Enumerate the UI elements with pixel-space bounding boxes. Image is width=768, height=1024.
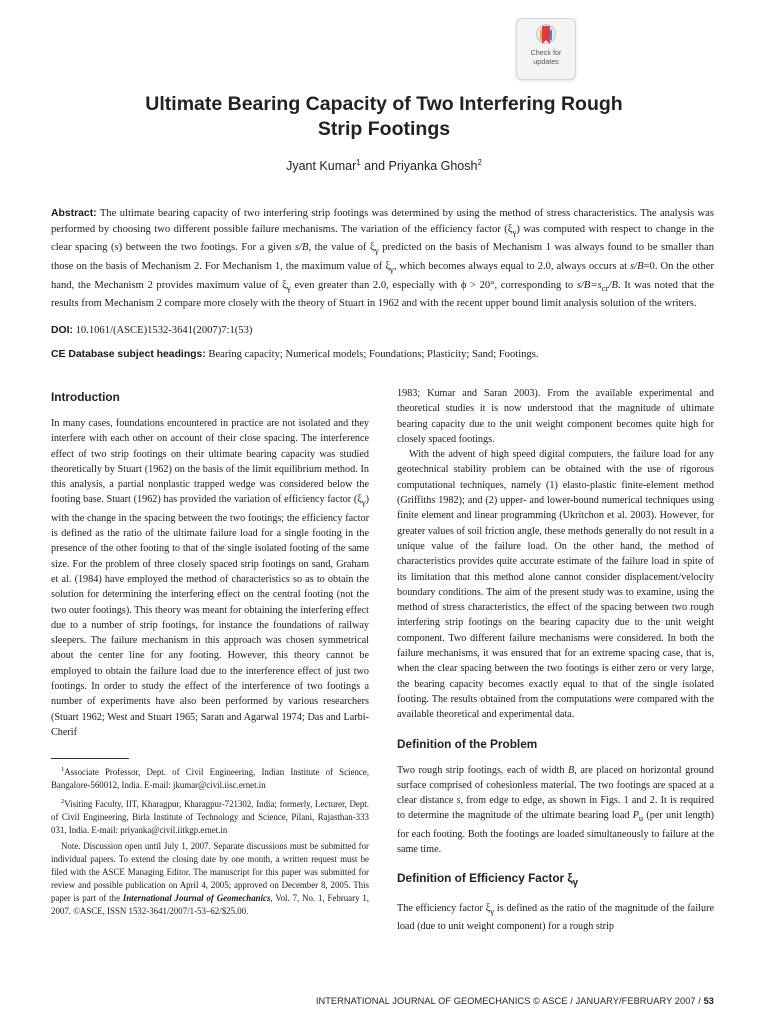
footnote-1-text: Associate Professor, Dept. of Civil Engineering, Indian Institute of Science, Bangalore-560012, India. E-mail: jkumar@civil.iisc.ernet.in bbox=[51, 766, 369, 790]
abstract-label: Abstract: bbox=[51, 208, 97, 219]
page-footer bbox=[316, 996, 714, 1006]
subject-headings-line bbox=[51, 347, 714, 363]
check-for-updates-badge[interactable] bbox=[516, 18, 576, 80]
abstract-text: , the value of ξ bbox=[308, 242, 375, 254]
section-heading-efficiency bbox=[397, 871, 714, 888]
subject-headings-label: CE Database subject headings: bbox=[51, 349, 206, 360]
gamma-subscript: γ bbox=[389, 264, 394, 275]
gamma-subscript: γ bbox=[512, 226, 517, 237]
doi-line bbox=[51, 323, 714, 339]
u-subscript: u bbox=[638, 813, 644, 824]
abstract-text: predicted on the basis of Mechanism 1 was always found to be smaller than those on the basis of Mechanism 2. For Mechanism 1, the maximum value of ξ bbox=[51, 242, 715, 272]
efficiency-text: The efficiency factor ξ bbox=[397, 902, 491, 914]
footnote-1-mark: 1 bbox=[61, 766, 65, 773]
note-text: Note. Discussion open until July 1, 2007. Separate discussions must be submitted for individual papers. To extend the closing date by one month, a written request must be filed with the ASCE Managing Editor. The manuscript for this paper was submitted for review and possible publication on April 4, 2005; approved on December 8, 2005. This paper is part of the bbox=[51, 841, 369, 904]
efficiency-heading-text: Definition of Efficiency Factor ξ bbox=[397, 871, 573, 886]
symbol-s-over-b-equals: s/B=s bbox=[576, 279, 602, 291]
symbol-s-over-b: s/B bbox=[294, 242, 309, 254]
footnote-separator bbox=[51, 758, 129, 759]
symbol-s-over-b: s/B bbox=[630, 261, 644, 272]
doi-value[interactable]: 10.1061/(ASCE)1532-3641(2007)7:1(53) bbox=[72, 325, 253, 336]
problem-text: , are placed on horizontal ground surface comprised of cohesionless material. The two footings are spaced at a clear distance bbox=[397, 764, 714, 807]
abstract-text: ) was computed with respect to change in the clear spacing ( bbox=[51, 223, 714, 254]
footnote-2-mark: 2 bbox=[61, 797, 65, 805]
right-column bbox=[397, 386, 714, 934]
author-conjunction: and bbox=[360, 159, 389, 174]
submission-note bbox=[51, 840, 369, 917]
bookmark-ribbon-icon bbox=[535, 24, 557, 48]
efficiency-text: is defined as the ratio of the magnitude of the failure load (due to unit weight component) for a rough strip bbox=[397, 902, 714, 933]
left-column bbox=[51, 390, 369, 740]
author-1: Jyant Kumar bbox=[286, 159, 357, 174]
author-line bbox=[60, 158, 708, 173]
problem-text: , from edge to edge, as shown in Figs. 1 and 2. It is required to determine the magnitude of the ultimate bearing load bbox=[397, 795, 714, 822]
intro-paragraph-2: With the advent of high speed digital computers, the failure load for any geotechnical stability problem can be obtained with the use of rigorous computational techniques, namely (1) elasto-plastic finite-element method (Griffiths 1982); and (2) upper- and lower-bound numerical techniques using finite element and linear programming (Ukritchon et al. 2003). However, for greater values of soil friction angle, these methods generally do not result in a unique value of the failure load. On the other hand, the method of characteristics provides quite accurate estimate of the failure load in spite of its limitation that this method alone cannot consider displacement/velocity boundary conditions. The aim of the present study was to examine, using the method of stress characteristics, the effect of the spacing between two rough interfering strip footings on the bearing capacity due to the unit weight component. Two different failure mechanisms were considered. In both the failure mechanisms, it was ensured that for an extreme spacing case, that is, when the clear spacing between the two footings is either zero or very large, the bearing capacity becomes exactly equal to that of the single isolated footing. The results obtained from the computations were compared with the available theoretical and experimental data. bbox=[397, 449, 714, 721]
author-2-affiliation-mark: 2 bbox=[477, 158, 482, 167]
gamma-subscript: γ bbox=[490, 905, 495, 916]
abstract-text: . It was noted that the results from Mechanism 2 compare more closely with the theory of Stuart in 1962 and with the recent upper bound limit analysis solution of the writers. bbox=[51, 279, 715, 310]
footnotes bbox=[51, 764, 369, 922]
note-text: , Vol. 7, No. 1, February 1, 2007. ©ASCE, ISSN 1532-3641/2007/1-53–62/$25.00. bbox=[51, 893, 370, 916]
doi-label: DOI: bbox=[51, 325, 73, 336]
abstract-text: , which becomes always equal to 2.0, always occurs at bbox=[393, 261, 631, 272]
gamma-subscript: γ bbox=[286, 282, 291, 293]
intro-paragraph-1 bbox=[51, 416, 369, 740]
abstract-text: even greater than 2.0, especially with ϕ > 20°, corresponding to bbox=[290, 279, 577, 291]
footnote-1 bbox=[51, 764, 369, 792]
symbol-s: s bbox=[114, 242, 119, 254]
cr-subscript: cr bbox=[601, 282, 609, 293]
problem-text: Two rough strip footings, each of width bbox=[397, 764, 569, 776]
footer-journal: INTERNATIONAL JOURNAL OF GEOMECHANICS © ASCE / JANUARY/FEBRUARY 2007 / bbox=[315, 996, 704, 1006]
symbol-s: s bbox=[456, 795, 461, 807]
problem-text: (per unit length) for each footing. Both the footings are loaded simultaneously to failure at the same time. bbox=[397, 810, 714, 856]
title-line-2: Strip Footings bbox=[317, 118, 451, 140]
gamma-subscript: γ bbox=[361, 497, 366, 508]
footnote-2 bbox=[51, 796, 369, 837]
gamma-subscript: γ bbox=[374, 245, 379, 256]
gamma-subscript: γ bbox=[572, 877, 579, 889]
abstract-text: =0. On the other hand, the Mechanism 2 provides maximum value of ξ bbox=[51, 261, 714, 291]
section-heading-introduction: Introduction bbox=[51, 390, 120, 404]
abstract bbox=[51, 206, 714, 312]
author-2: Priyanka Ghosh bbox=[388, 159, 478, 174]
intro-paragraph-1-continued: 1983; Kumar and Saran 2003). From the available experimental and theoretical studies it is now understood that the magnitude of ultimate bearing capacity due to the unit weight component becomes quite high for closely spaced footings. bbox=[397, 388, 714, 445]
footnote-2-text: Visiting Faculty, IIT, Kharagpur, Kharagpur-721302, India; formerly, Lecturer, Dept. of Civil Engineering, Birla Institute of Technology and Science, Pilani, Rajasthan-333 031, India. E-mail: priyanka@civil.iitkgp.ernet.in bbox=[51, 798, 369, 835]
author-1-affiliation-mark: 1 bbox=[356, 158, 361, 167]
symbol-b: B bbox=[568, 764, 575, 776]
title-line-1: Ultimate Bearing Capacity of Two Interfering Rough bbox=[145, 93, 623, 115]
intro-text: In many cases, foundations encountered in practice are not isolated and they interfere with each other on account of their close spacing. The interference effect of two strip footings on their ultimate bearing capacity was studied theoretically by Stuart (1962) on the basis of the limit equilibrium method. In this analysis, a partial nonplastic trapped wedge was considered below the footing base. Stuart (1962) has provided the variation of efficiency factor (ξ bbox=[51, 418, 369, 506]
paper-title bbox=[60, 92, 708, 142]
problem-paragraph bbox=[397, 763, 714, 858]
efficiency-paragraph bbox=[397, 901, 714, 935]
journal-name: International Journal of Geomechanics bbox=[122, 893, 271, 904]
intro-text: ) with the change in the spacing between the two footings; the efficiency factor is defined as the ratio of the ultimate failure load for a single footing in the presence of the other footing to that of the single isolated footing of the same size. For the problem of three closely spaced strip footings on sand, Graham et al. (1984) have employed the method of characteristics so as to obtain the solution for determining the interfering effect on the central footing (not the two outer footings). This theory was meant for obtaining the interfering effect due to a number of strip footings, for instance the foundations of railway sleepers. The failure mechanism in this approach was chosen symmetrical about the center line for any footing. However, this theory cannot be employed to obtain the failure load due to the interference effect of just two footings. In order to study the effect of the interference of two footings a number of experiments have also been performed by various researchers (Stuart 1962; West and Stuart 1965; Saran and Agarwal 1974; Das and Larbi-Cherif bbox=[51, 494, 369, 738]
subject-headings-value: Bearing capacity; Numerical models; Foundations; Plasticity; Sand; Footings. bbox=[205, 349, 539, 360]
badge-label-line2: updates bbox=[533, 57, 559, 66]
symbol-over-b: /B bbox=[608, 279, 618, 291]
page-number: 53 bbox=[703, 996, 714, 1006]
abstract-text: The ultimate bearing capacity of two interfering strip footings was determined by using the method of stress characteristics. The analysis was performed by choosing two different possible failure mechanisms. The variation of the efficiency factor (ξ bbox=[51, 208, 714, 235]
badge-label-line1: Check for bbox=[530, 48, 562, 57]
abstract-text: ) between the two footings. For a given bbox=[118, 242, 295, 254]
symbol-p: P bbox=[632, 810, 639, 822]
section-heading-problem: Definition of the Problem bbox=[397, 736, 538, 751]
